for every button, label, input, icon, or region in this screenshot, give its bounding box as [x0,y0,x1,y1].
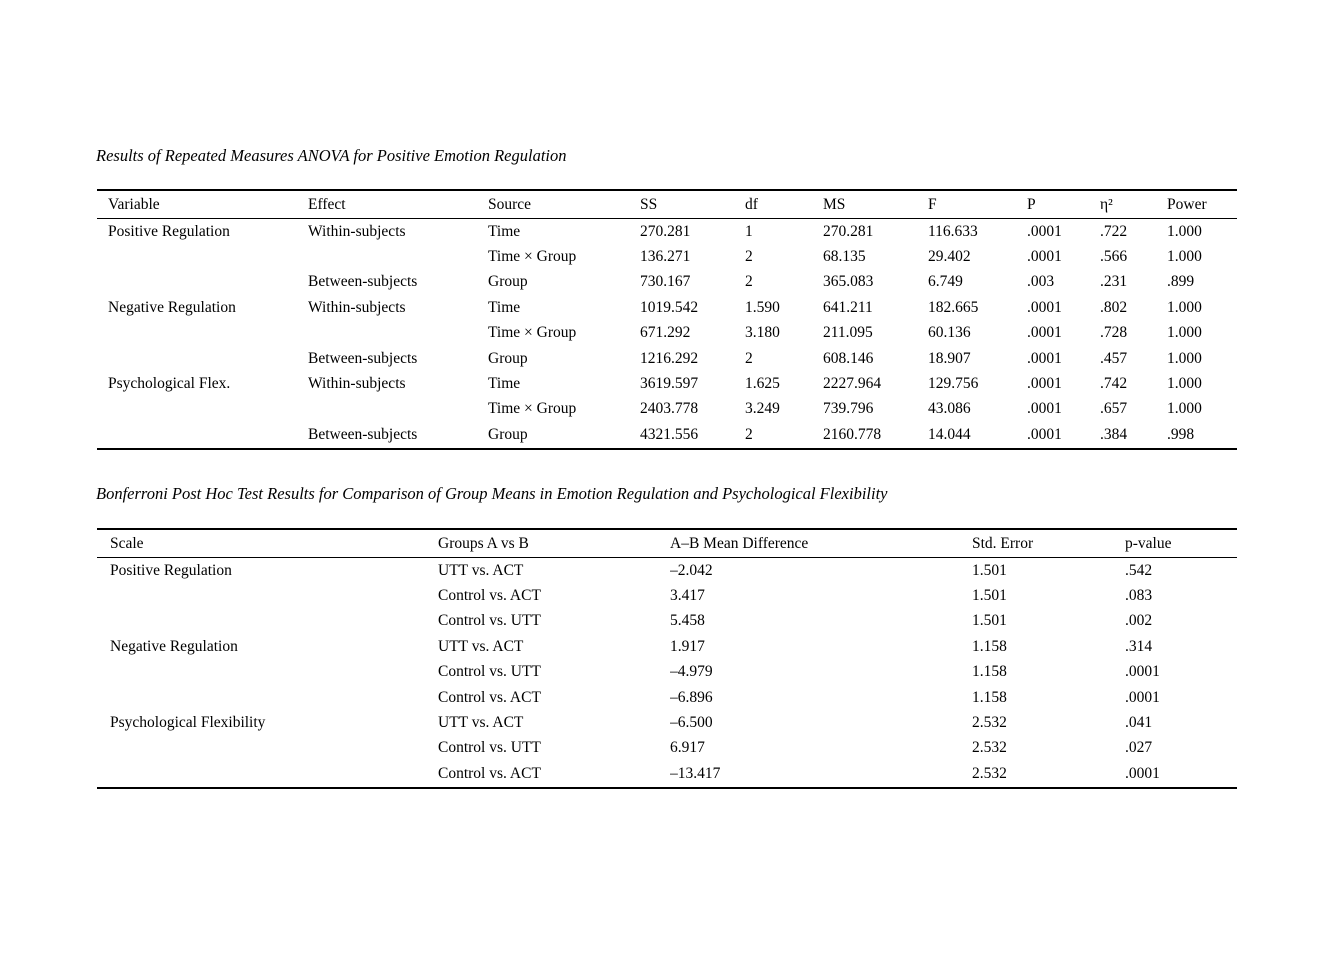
table-cell: 3.180 [745,324,780,342]
table-cell: Within-subjects [308,222,406,240]
table-row [97,558,1237,584]
table-cell: .802 [1100,298,1128,316]
table-cell: 730.167 [640,273,691,291]
column-header: Scale [110,534,144,552]
table-cell: –6.500 [670,714,713,732]
table-cell [97,685,438,710]
table-cell: .041 [1125,714,1153,732]
table-row [97,710,1237,735]
table-cell: 68.135 [823,248,866,266]
table-cell: Between-subjects [308,349,418,367]
table-cell: 1.000 [1167,400,1202,418]
table-cell [97,583,438,608]
table-cell: .722 [1100,222,1128,240]
table-cell: Control vs. ACT [438,688,541,706]
table-cell [97,321,308,346]
table-cell: 3619.597 [640,375,699,393]
table-cell [97,397,308,422]
table-cell: 1019.542 [640,298,699,316]
table-cell: 4321.556 [640,425,699,443]
table-cell: .0001 [1125,764,1160,782]
table-row [97,219,1237,245]
table-cell: 2.532 [972,739,1007,757]
table-row [97,321,1237,346]
table-cell: 1.000 [1167,222,1202,240]
table-cell: .002 [1125,612,1153,630]
table-cell: Negative Regulation [110,637,238,655]
table-cell: UTT vs. ACT [438,637,524,655]
table-cell [308,397,488,422]
table-cell: 2 [745,273,753,291]
table-cell: 608.146 [823,349,874,367]
table-cell: 1.158 [972,663,1007,681]
anova-results-table [97,189,1237,450]
table-cell: 43.086 [928,400,971,418]
column-header: Source [488,195,532,213]
table-row [97,244,1237,269]
table-cell: Negative Regulation [108,298,236,316]
table-cell: 211.095 [823,324,873,342]
posthoc-table-title: Bonferroni Post Hoc Test Results for Comparison of Group Means in Emotion Regulation and Psychological Flexibility [96,484,888,503]
table-cell: .003 [1027,273,1055,291]
table-row [97,422,1237,448]
table-cell: 1.917 [670,637,705,655]
table-cell: .0001 [1125,688,1160,706]
table-cell: 14.044 [928,425,971,443]
column-header: Groups A vs B [438,534,529,552]
table-cell: 1 [745,222,753,240]
table-cell: 270.281 [823,222,874,240]
table-cell: .728 [1100,324,1128,342]
table-row [97,270,1237,295]
table-cell: 5.458 [670,612,705,630]
column-header: Std. Error [972,534,1034,552]
table-cell: 6.917 [670,739,705,757]
table-cell: 18.907 [928,349,971,367]
table-cell: 2.532 [972,714,1007,732]
table-row [97,685,1237,710]
table-cell: –6.896 [670,688,713,706]
table-cell [97,244,308,269]
anova-table-title: Results of Repeated Measures ANOVA for Positive Emotion Regulation [96,146,567,165]
column-header: Effect [308,195,346,213]
table-cell: 1.501 [972,587,1007,605]
table-cell: Between-subjects [308,273,418,291]
table-cell: 1.625 [745,375,780,393]
table-cell: .0001 [1027,248,1062,266]
table-cell: 1.000 [1167,324,1202,342]
table-row [97,736,1237,761]
table-cell: UTT vs. ACT [438,561,524,579]
table-cell: Psychological Flex. [108,375,231,393]
table-cell: 641.211 [823,298,873,316]
table-cell: 2160.778 [823,425,882,443]
table-cell: Group [488,425,528,443]
table-cell [97,346,308,371]
table-cell [308,321,488,346]
table-cell: 1.158 [972,688,1007,706]
table-cell: 1.000 [1167,349,1202,367]
table-cell: 2 [745,349,753,367]
column-header: SS [640,195,658,213]
table-cell: .0001 [1027,349,1062,367]
table-cell: 3.417 [670,587,705,605]
table-cell: Time × Group [488,400,577,418]
table-cell: 671.292 [640,324,691,342]
table-cell: Control vs. UTT [438,612,541,630]
table-cell: Within-subjects [308,298,406,316]
table-cell: UTT vs. ACT [438,714,524,732]
column-header: p-value [1125,534,1172,552]
table-cell: 2403.778 [640,400,699,418]
table-cell: .083 [1125,587,1153,605]
table-cell: 136.271 [640,248,691,266]
table-cell: .566 [1100,248,1128,266]
column-header: A–B Mean Difference [670,534,809,552]
column-header: η² [1100,195,1113,213]
table-cell: Control vs. ACT [438,587,541,605]
table-cell: .0001 [1027,375,1062,393]
column-header: F [928,195,937,213]
column-header: Power [1167,195,1207,213]
table-cell: 1.000 [1167,375,1202,393]
table-cell: Psychological Flexibility [110,714,266,732]
table-row [97,634,1237,659]
table-cell: –4.979 [670,663,713,681]
table-cell: Group [488,349,528,367]
table-cell: Control vs. ACT [438,764,541,782]
table-cell: 6.749 [928,273,963,291]
table-cell: 2.532 [972,764,1007,782]
table-cell: 2227.964 [823,375,882,393]
table-cell: Between-subjects [308,425,418,443]
table-row [97,346,1237,371]
table-cell: –13.417 [670,764,721,782]
anova-header-row [97,190,1237,219]
table-row [97,609,1237,634]
table-cell: 29.402 [928,248,971,266]
table-cell: .314 [1125,637,1153,655]
table-cell: .542 [1125,561,1153,579]
table-cell: .0001 [1027,222,1062,240]
table-cell: 116.633 [928,222,978,240]
table-cell: 2 [745,248,753,266]
table-row [97,295,1237,320]
table-cell: 1216.292 [640,349,699,367]
table-cell: 739.796 [823,400,874,418]
table-cell: .0001 [1027,324,1062,342]
table-cell: .457 [1100,349,1128,367]
table-cell: .0001 [1027,298,1062,316]
table-cell [97,270,308,295]
table-cell [97,761,438,787]
table-cell: Positive Regulation [110,561,232,579]
table-row [97,397,1237,422]
column-header: MS [823,195,846,213]
table-cell: Control vs. UTT [438,739,541,757]
table-cell: 1.590 [745,298,780,316]
table-cell: .0001 [1027,400,1062,418]
table-cell: .998 [1167,425,1195,443]
table-cell: 1.000 [1167,248,1202,266]
table-cell: 182.665 [928,298,979,316]
table-cell: Time × Group [488,324,577,342]
column-header: P [1027,195,1036,213]
table-cell: Time × Group [488,248,577,266]
table-cell: 1.501 [972,561,1007,579]
table-cell: .384 [1100,425,1128,443]
table-cell: Time [488,298,521,316]
table-cell: Control vs. UTT [438,663,541,681]
table-cell: 2 [745,425,753,443]
table-cell: 270.281 [640,222,691,240]
table-cell: .742 [1100,375,1128,393]
table-cell: 60.136 [928,324,971,342]
table-cell: .0001 [1125,663,1160,681]
table-cell: .027 [1125,739,1153,757]
posthoc-results-table [97,528,1237,789]
table-cell: 1.158 [972,637,1007,655]
table-cell [97,422,308,448]
table-row [97,660,1237,685]
table-cell [97,660,438,685]
table-cell: Positive Regulation [108,222,230,240]
table-cell [308,244,488,269]
table-cell: 1.501 [972,612,1007,630]
table-cell [97,736,438,761]
table-cell: Time [488,375,521,393]
table-cell: 1.000 [1167,298,1202,316]
table-row [97,761,1237,787]
posthoc-header-row [97,529,1237,558]
table-cell: .657 [1100,400,1128,418]
table-cell: 129.756 [928,375,979,393]
table-cell: .0001 [1027,425,1062,443]
table-cell: Group [488,273,528,291]
table-cell [97,609,438,634]
table-cell: 365.083 [823,273,874,291]
table-cell: –2.042 [670,561,713,579]
table-cell: .231 [1100,273,1128,291]
table-cell: 3.249 [745,400,780,418]
table-row [97,583,1237,608]
table-cell: .899 [1167,273,1195,291]
table-cell: Time [488,222,521,240]
column-header: df [745,195,758,213]
table-row [97,371,1237,396]
column-header: Variable [108,195,160,213]
table-cell: Within-subjects [308,375,406,393]
